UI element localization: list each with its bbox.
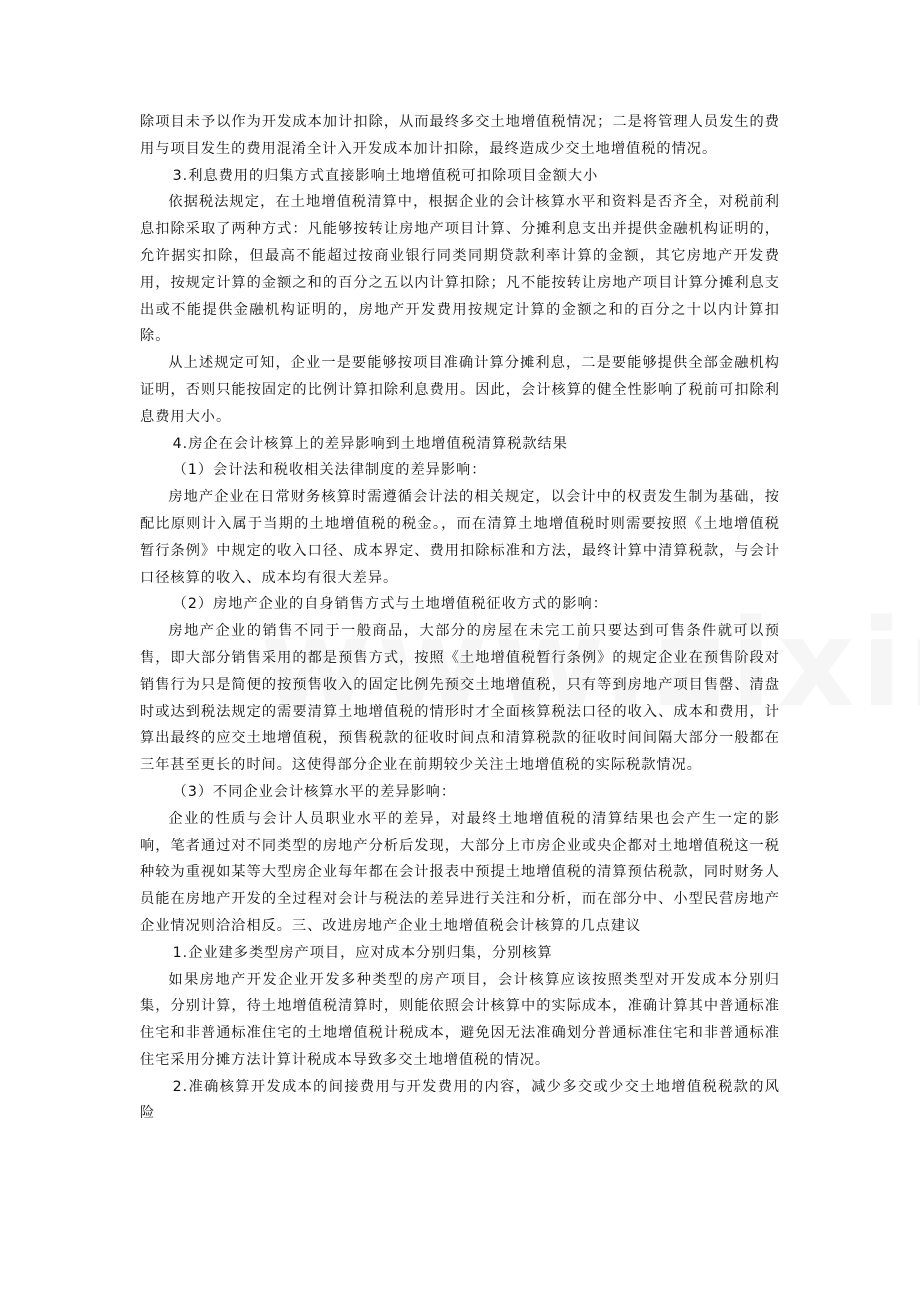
suggestion-heading-2: 2.准确核算开发成本的间接费用与开发费用的内容，减少多交或少交土地增值税税款的风险: [140, 1078, 780, 1122]
paragraph-enterprise-level: 企业的性质与会计人员职业水平的差异，对最终土地增值税的清算结果也会产生一定的影响，笔者通过对不同类型的房地产分析后发现，大部分上市房企业或央企都对土地增值税这一税种较为重视如某等大型房企业每年都在会计报表中预提土地增值税的清算预估税款，同时财务人员能在房地产开发的全过程对会计与税法的差异进行关注和分析，而在部分中、小型民营房地产企业情况则洽洽相反。三、改进房地产企业土地增值税会计核算的几点建议: [140, 810, 780, 934]
section-heading-4: 4.房企在会计核算上的差异影响到土地增值税清算税款结果: [172, 435, 568, 452]
subheading-1: （1）会计法和税收相关法律制度的差异影响：: [172, 462, 487, 479]
paragraph-accounting-law: 房地产企业在日常财务核算时需遵循会计法的相关规定，以会计中的权责发生制为基础，按配比原则计入属于当期的土地增值税的税金。，而在清算土地增值税时则需要按照《土地增值税暂行条例》中规定的收入口径、成本界定、费用扣除标准和方法，最终计算中清算税款，与会计口径核算的收入、成本均有很大差异。: [140, 489, 780, 586]
suggestion-heading-1: 1.企业建多类型房产项目，应对成本分别归集，分别核算: [172, 944, 553, 961]
document-body: [140, 109, 780, 1127]
subheading-2: （2）房地产企业的自身销售方式与土地增值税征收方式的影响：: [172, 596, 608, 613]
paragraph-continuation: 除项目未予以作为开发成本加计扣除，从而最终多交土地增值税情况；二是将管理人员发生的费用与项目发生的费用混淆全计入开发成本加计扣除，最终造成少交土地增值税的情况。: [140, 114, 780, 157]
paragraph-interest-rules: 依据税法规定，在土地增值税清算中，根据企业的会计核算水平和资料是否齐全，对税前利息扣除采取了两种方式：凡能够按转让房地产项目计算、分摊利息支出并提供金融机构证明的，允许据实扣除，但最高不能超过按商业银行同类同期贷款利率计算的金额，其它房地产开发费用，按规定计算的金额之和的百分之五以内计算扣除；凡不能按转让房地产项目计算分摊利息支出或不能提供金融机构证明的，房地产开发费用按规定计算的金额之和的百分之十以内计算扣除。: [140, 194, 780, 345]
section-heading-3: 3.利息费用的归集方式直接影响土地增值税可扣除项目金额大小: [172, 167, 599, 184]
subheading-3: （3）不同企业会计核算水平的差异影响：: [172, 783, 457, 800]
paragraph-presale: 房地产企业的销售不同于一般商品，大部分的房屋在未完工前只要达到可售条件就可以预售，即大部分销售采用的都是预售方式，按照《土地增值税暂行条例》的规定企业在预售阶段对销售行为只是简便的按预售收入的固定比例先预交土地增值税，只有等到房地产项目售罄、清盘时或达到税法规定的需要清算土地增值税的情形时才全面核算税法口径的收入、成本和费用，计算出最终的应交土地增值税，预售税款的征收时间点和清算税款的征收时间间隔大部分一般都在三年甚至更长的时间。这使得部分企业在前期较少关注土地增值税的实际税款情况。: [140, 623, 780, 774]
paragraph-suggestion-1: 如果房地产开发企业开发多种类型的房产项目，会计核算应该按照类型对开发成本分别归集，分别计算，待土地增值税清算时，则能依照会计核算中的实际成本，准确计算其中普通标准住宅和非普通标准住宅的土地增值税计税成本，避免因无法准确划分普通标准住宅和非普通标准住宅采用分摊方法计算计税成本导致多交土地增值税的情况。: [140, 971, 780, 1068]
paragraph-interest-conclusion: 从上述规定可知，企业一是要能够按项目准确计算分摊利息，二是要能够提供全部金融机构证明，否则只能按固定的比例计算扣除利息费用。因此，会计核算的健全性影响了税前可扣除利息费用大小。: [140, 355, 780, 425]
